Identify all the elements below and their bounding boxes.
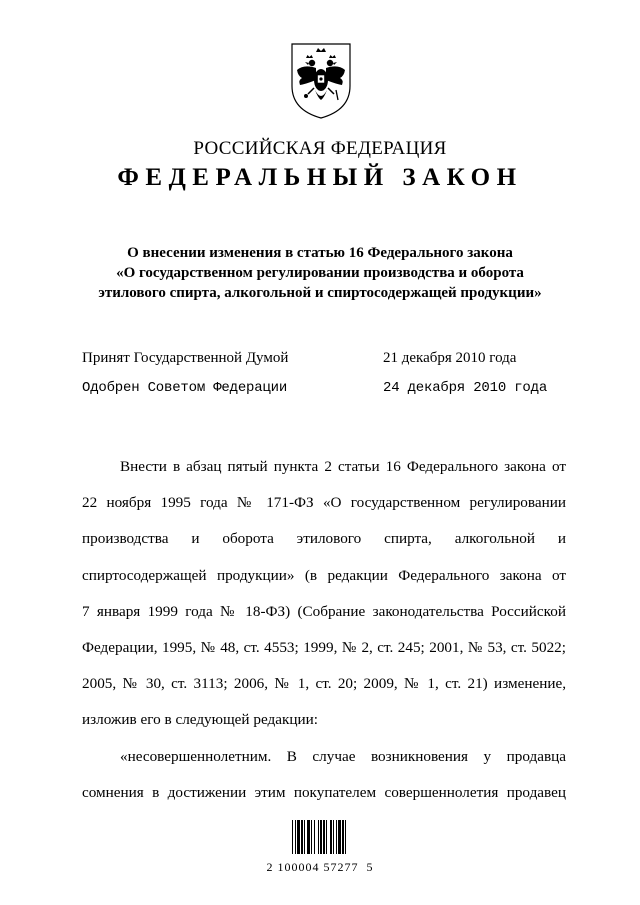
state-emblem-icon (286, 40, 356, 120)
body-line: спиртосодержащей продукции» (в редакции Федерального закона от (82, 566, 566, 584)
adopted-label: Принят Государственной Думой (82, 350, 289, 366)
barcode-bar (330, 820, 332, 854)
barcode-bar (320, 820, 322, 854)
body-word: и (191, 530, 200, 548)
body-word: производства (82, 530, 169, 548)
approved-label: Одобрен Советом Федерации (82, 380, 288, 396)
approved-date: 24 декабря 2010 года (383, 380, 548, 396)
barcode-bar (314, 820, 315, 854)
barcode-bar (323, 820, 325, 854)
barcode-bar (318, 820, 319, 854)
barcode-bar (301, 820, 303, 854)
law-title-line: «О государственном регулировании производства и оборота (116, 265, 524, 281)
barcode-bar (292, 820, 293, 854)
body-word: этилового (296, 530, 362, 548)
body-line-justified (82, 521, 566, 557)
barcode-bar (338, 820, 341, 854)
law-title-line: этилового спирта, алкогольной и спиртосодержащей продукции» (98, 285, 542, 301)
barcode-bar (342, 820, 344, 854)
law-title-line: О внесении изменения в статью 16 Федерального закона (127, 245, 513, 261)
adopted-date: 21 декабря 2010 года (383, 350, 517, 366)
body-word: и (557, 530, 566, 548)
body-line: 22 ноября 1995 года № 171-ФЗ «О государственном регулировании (82, 494, 566, 512)
barcode-bar (304, 820, 305, 854)
barcode-bar (311, 820, 312, 854)
barcode-bar (336, 820, 337, 854)
body-line: Федерации, 1995, № 48, ст. 4553; 1999, № 2, ст. 245; 2001, № 53, ст. 5022; (82, 638, 566, 656)
body-line: «несовершеннолетним. В случае возникновения у продавца (120, 747, 566, 765)
body-line: сомнения в достижении этим покупателем совершеннолетия продавец (82, 783, 566, 801)
barcode-bar (345, 820, 346, 854)
law-title (60, 243, 580, 303)
barcode-number: 2 100004 57277 5 (266, 860, 374, 874)
body-line: 2005, № 30, ст. 3113; 2006, № 1, ст. 20; 2009, № 1, ст. 21) изменение, (82, 675, 566, 693)
body-word: оборота (222, 530, 274, 548)
barcode-bar (297, 820, 300, 854)
barcode-bar (333, 820, 334, 854)
body-line: изложив его в следующей редакции: (82, 711, 318, 729)
barcode (290, 816, 370, 856)
law-body (82, 449, 566, 811)
law-type-heading: ФЕДЕРАЛЬНЫЙ ЗАКОН (117, 164, 523, 191)
body-word: спирта, (384, 530, 432, 548)
body-line: 7 января 1999 года № 18-ФЗ) (Собрание законодательства Российской (82, 602, 566, 620)
body-word: алкогольной (454, 530, 535, 548)
country-name: РОССИЙСКАЯ ФЕДЕРАЦИЯ (193, 138, 447, 159)
body-line: Внести в абзац пятый пункта 2 статьи 16 Федерального закона от (120, 458, 566, 475)
barcode-bar (295, 820, 296, 854)
barcode-bar (307, 820, 310, 854)
barcode-bar (326, 820, 327, 854)
